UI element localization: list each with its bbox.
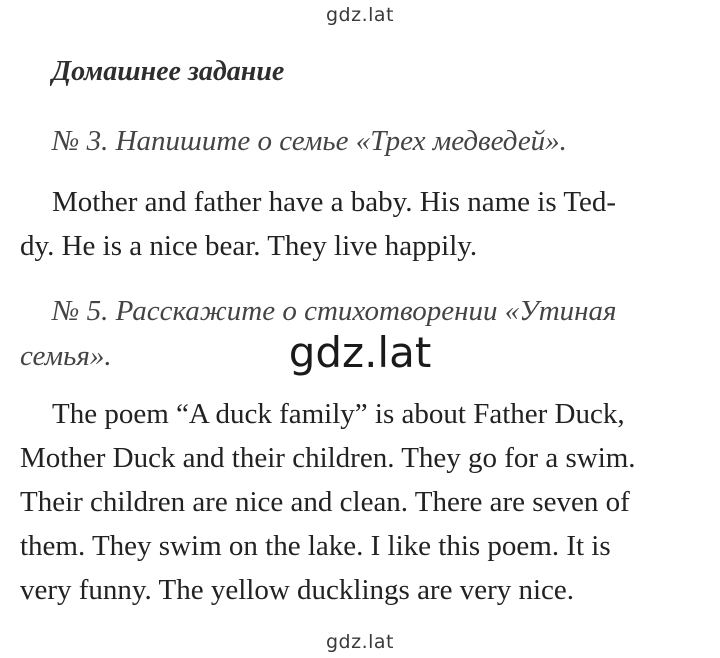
answer-line: very funny. The yellow ducklings are very nice. [20, 574, 575, 606]
watermark-top: gdz.lat [325, 4, 394, 26]
task-5-title: № 5. Расскажите о стихотворении «Утиная [52, 295, 617, 327]
answer-line: dy. He is a nice bear. They live happily. [20, 230, 478, 262]
answer-line: The poem “A duck family” is about Father Duck, [52, 398, 625, 430]
watermark-bottom: gdz.lat [325, 631, 394, 653]
section-heading: Домашнее задание [52, 56, 285, 87]
answer-line: them. They swim on the lake. I like this poem. It is [20, 530, 611, 562]
answer-line: Mother Duck and their children. They go for a swim. [20, 442, 636, 474]
answer-line: Their children are nice and clean. There are seven of [20, 486, 630, 518]
answer-line: Mother and father have a baby. His name is Ted- [52, 186, 617, 218]
task-3-title: № 3. Напишите о семье «Трех медведей». [52, 125, 567, 157]
watermark-center: gdz.lat [288, 328, 432, 377]
task-5-title-continuation: семья». [20, 340, 112, 372]
